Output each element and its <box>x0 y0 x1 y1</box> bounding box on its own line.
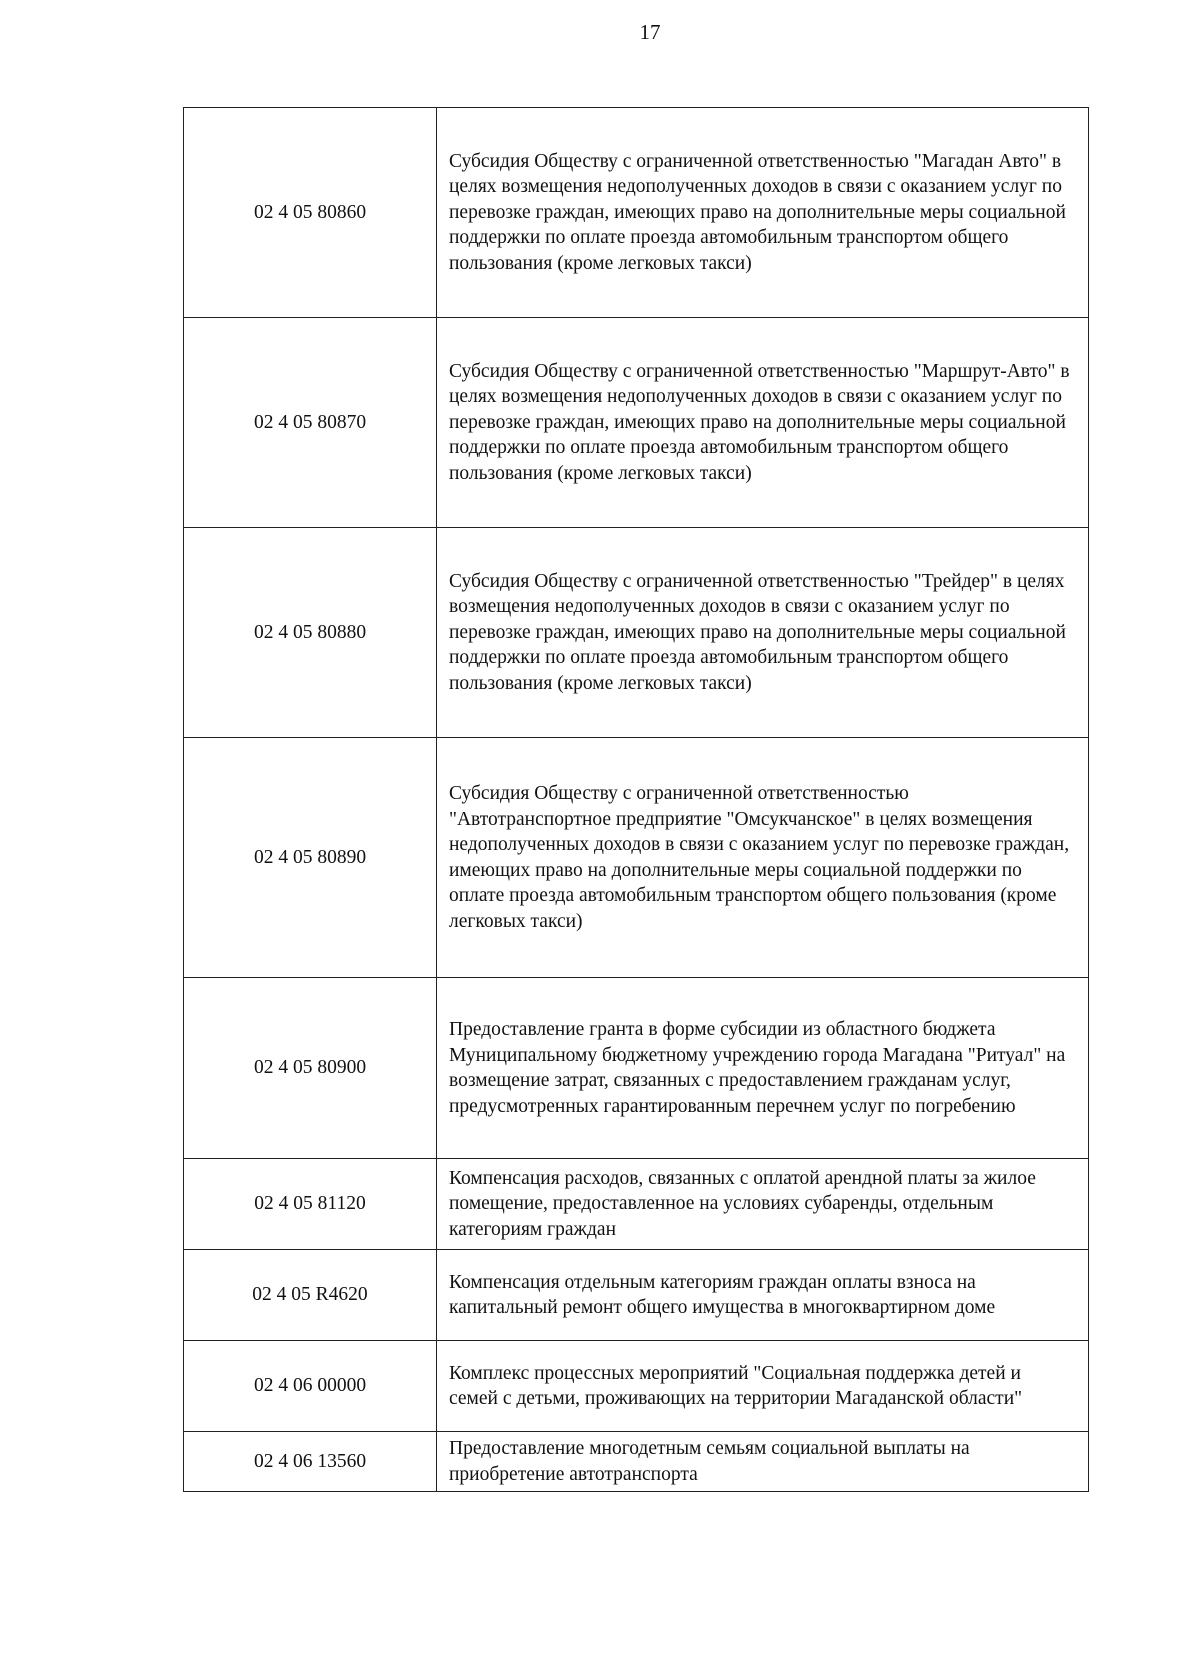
description-cell: Субсидия Обществу с ограниченной ответственностью "Автотранспортное предприятие "Омсукчанское" в целях возмещения недополученных доходов в связи с оказанием услуг по перевозке граждан, имеющих право на дополнительные меры социальной поддержки по оплате проезда автомобильным транспортом общего пользования (кроме легковых такси) <box>437 738 1089 978</box>
description-cell: Субсидия Обществу с ограниченной ответственностью "Магадан Авто" в целях возмещения недополученных доходов в связи с оказанием услуг по перевозке граждан, имеющих право на дополнительные меры социальной поддержки по оплате проезда автомобильным транспортом общего пользования (кроме легковых такси) <box>437 108 1089 318</box>
code-cell: 02 4 05 R4620 <box>184 1250 437 1341</box>
code-cell: 02 4 06 00000 <box>184 1341 437 1432</box>
code-cell: 02 4 05 80890 <box>184 738 437 978</box>
table-row <box>184 1432 1089 1492</box>
code-cell: 02 4 05 81120 <box>184 1159 437 1250</box>
description-cell: Предоставление многодетным семьям социальной выплаты на приобретение автотранспорта <box>437 1432 1089 1492</box>
description-cell: Предоставление гранта в форме субсидии из областного бюджета Муниципальному бюджетному учреждению города Магадана "Ритуал" на возмещение затрат, связанных с предоставлением гражданам услуг, предусмотренных гарантированным перечнем услуг по погребению <box>437 978 1089 1159</box>
table-row <box>184 318 1089 528</box>
table-row <box>184 108 1089 318</box>
code-cell: 02 4 05 80880 <box>184 528 437 738</box>
code-cell: 02 4 05 80900 <box>184 978 437 1159</box>
description-cell: Комплекс процессных мероприятий "Социальная поддержка детей и семей с детьми, проживающих на территории Магаданской области" <box>437 1341 1089 1432</box>
page-number: 17 <box>639 20 661 44</box>
table-row <box>184 528 1089 738</box>
description-cell: Субсидия Обществу с ограниченной ответственностью "Трейдер" в целях возмещения недополученных доходов в связи с оказанием услуг по перевозке граждан, имеющих право на дополнительные меры социальной поддержки по оплате проезда автомобильным транспортом общего пользования (кроме легковых такси) <box>437 528 1089 738</box>
description-cell: Компенсация расходов, связанных с оплатой арендной платы за жилое помещение, предоставленное на условиях субаренды, отдельным категориям граждан <box>437 1159 1089 1250</box>
code-cell: 02 4 05 80870 <box>184 318 437 528</box>
code-cell: 02 4 06 13560 <box>184 1432 437 1492</box>
budget-code-table <box>183 107 1089 1492</box>
table-row <box>184 1159 1089 1250</box>
table-row <box>184 738 1089 978</box>
description-cell: Компенсация отдельным категориям граждан оплаты взноса на капитальный ремонт общего имущества в многоквартирном доме <box>437 1250 1089 1341</box>
table-row <box>184 1250 1089 1341</box>
table-row <box>184 1341 1089 1432</box>
table-row <box>184 978 1089 1159</box>
code-cell: 02 4 05 80860 <box>184 108 437 318</box>
description-cell: Субсидия Обществу с ограниченной ответственностью "Маршрут-Авто" в целях возмещения недополученных доходов в связи с оказанием услуг по перевозке граждан, имеющих право на дополнительные меры социальной поддержки по оплате проезда автомобильным транспортом общего пользования (кроме легковых такси) <box>437 318 1089 528</box>
